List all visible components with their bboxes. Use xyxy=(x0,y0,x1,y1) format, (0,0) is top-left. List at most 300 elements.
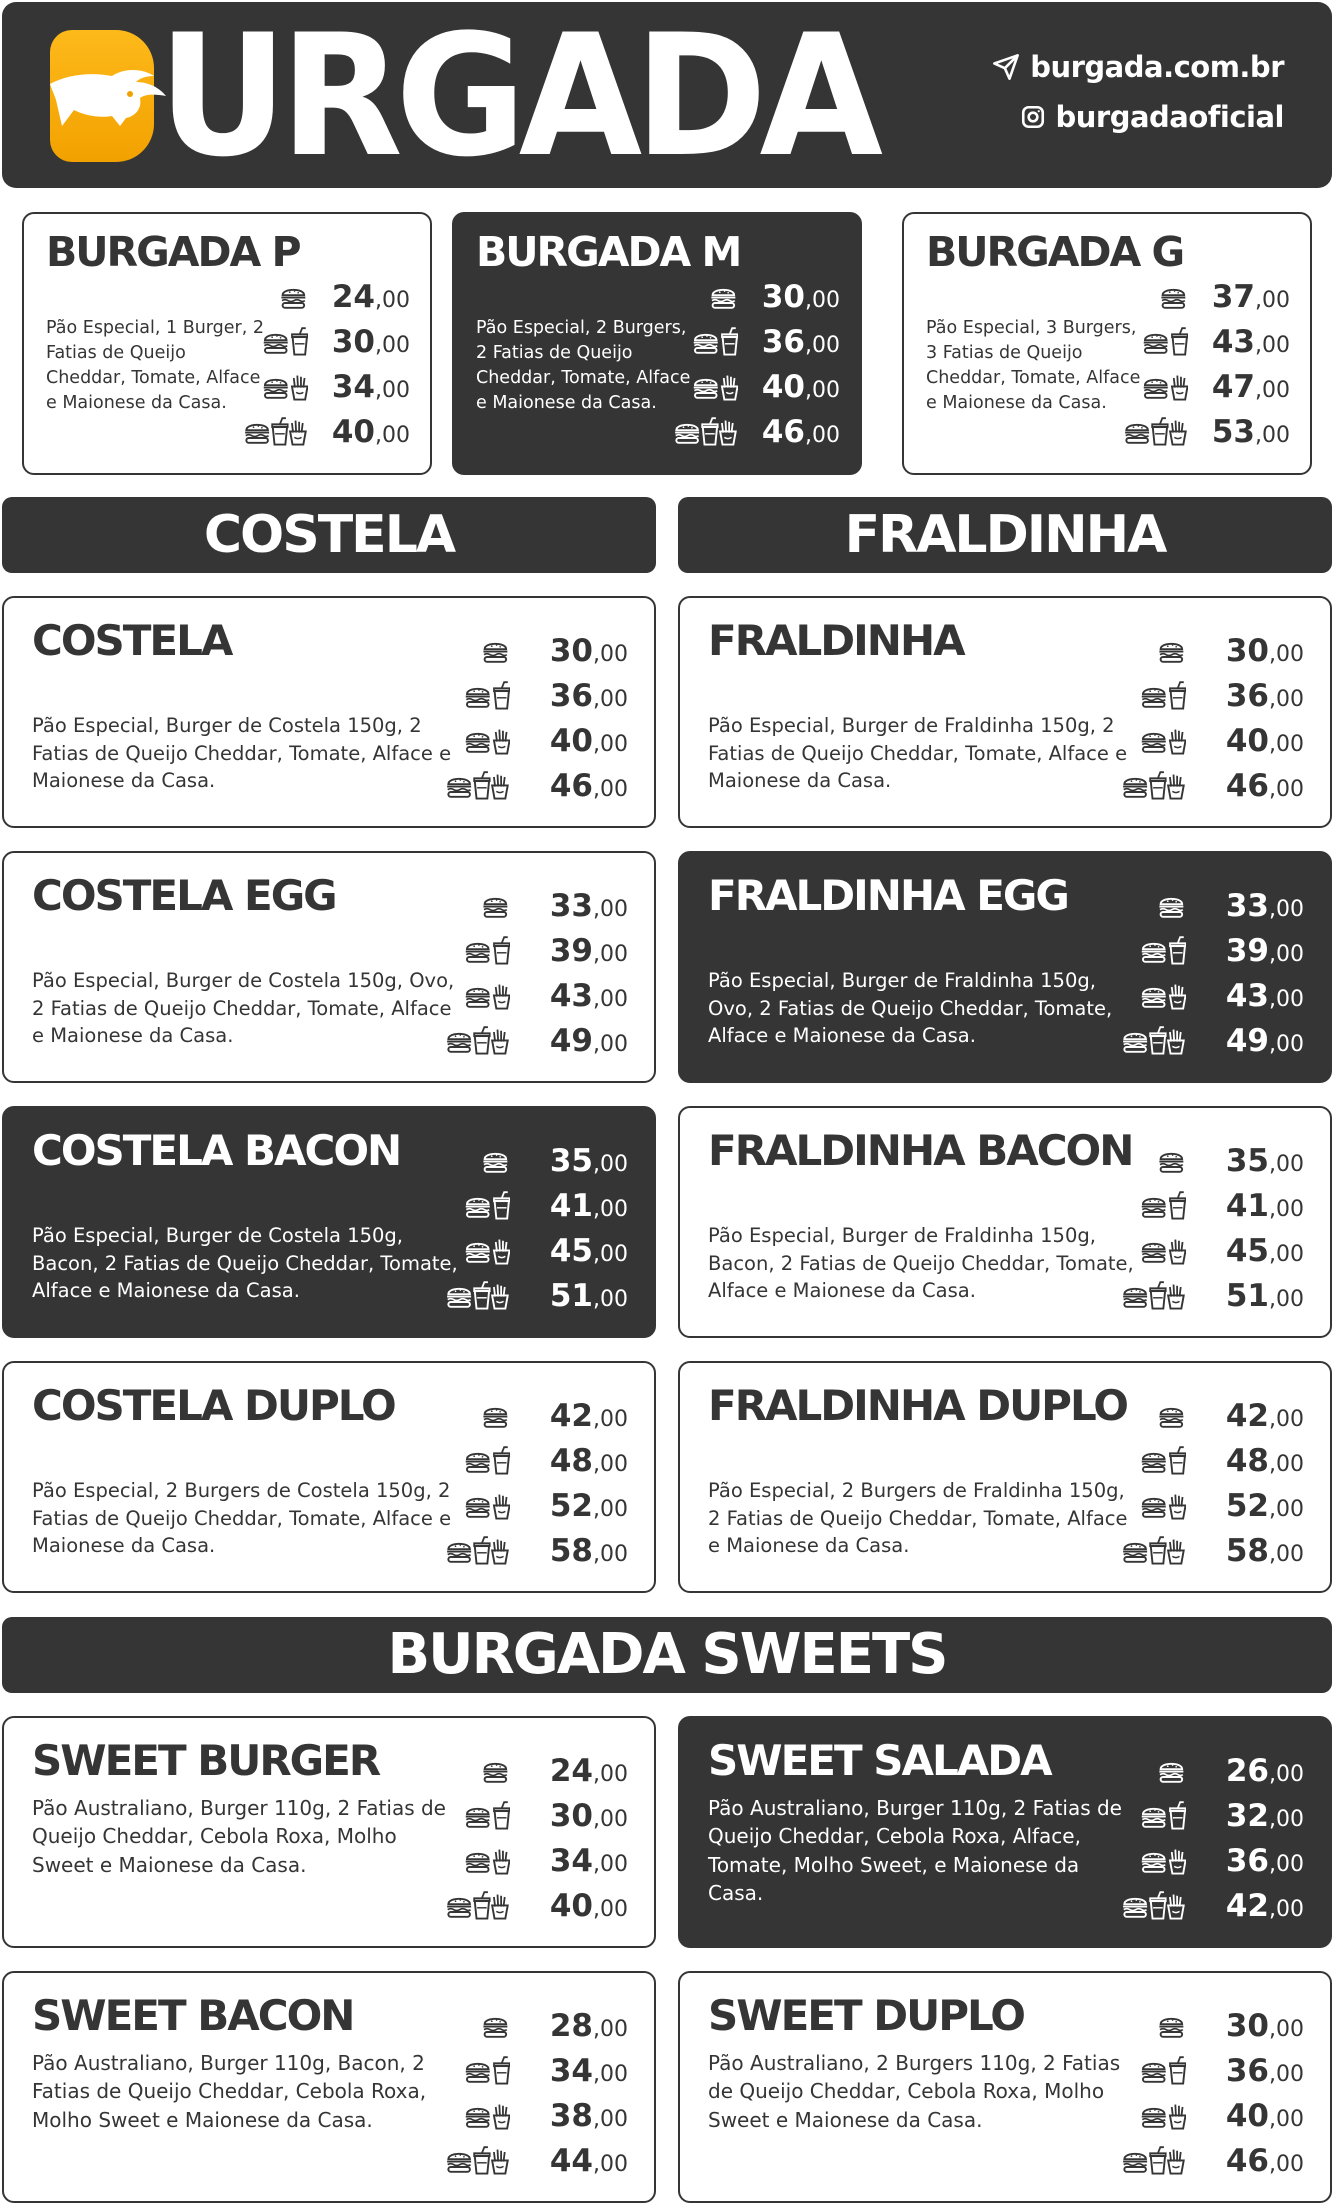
price-integer: 46 xyxy=(1225,767,1269,804)
item-title: FRALDINHA DUPLO xyxy=(708,1381,1127,1430)
price-row-single xyxy=(1118,2003,1304,2048)
price-integer: 36 xyxy=(549,677,593,714)
price-list xyxy=(1104,628,1304,808)
price-value xyxy=(1194,369,1290,405)
burger-fries-icon xyxy=(442,726,510,756)
burger-drink-fries-icon xyxy=(1118,1281,1186,1311)
price-list xyxy=(428,1138,628,1318)
price-integer: 33 xyxy=(1225,887,1269,924)
price-row-combo xyxy=(1118,1528,1304,1573)
price-cents: ,00 xyxy=(1269,1241,1304,1267)
price-integer: 30 xyxy=(331,323,375,360)
brand-name: URGADA xyxy=(158,0,876,194)
price-value xyxy=(1200,768,1304,804)
price-row-with_fries xyxy=(442,973,628,1018)
price-value xyxy=(1200,1533,1304,1569)
price-integer: 39 xyxy=(1225,932,1269,969)
price-value xyxy=(524,1188,628,1224)
price-cents: ,00 xyxy=(1269,1541,1304,1567)
menu-card-costela-egg xyxy=(2,851,656,1083)
price-cents: ,00 xyxy=(1269,1851,1304,1877)
price-list xyxy=(1104,1748,1304,1928)
price-list xyxy=(428,1393,628,1573)
burger-drink-fries-icon xyxy=(1118,771,1186,801)
price-integer: 38 xyxy=(549,2097,593,2134)
price-value xyxy=(1200,1188,1304,1224)
price-row-with_fries xyxy=(1118,1483,1304,1528)
price-cents: ,00 xyxy=(593,1241,628,1267)
price-row-combo xyxy=(442,1883,628,1928)
burger-drink-fries-icon xyxy=(442,1281,510,1311)
menu-card-fraldinha-egg xyxy=(678,851,1332,1083)
price-integer: 41 xyxy=(1225,1187,1269,1224)
burger-drink-icon xyxy=(670,327,738,357)
burger-icon xyxy=(442,1146,510,1176)
item-title: SWEET DUPLO xyxy=(708,1991,1024,2040)
price-integer: 36 xyxy=(1225,677,1269,714)
price-integer: 42 xyxy=(549,1397,593,1434)
item-title: SWEET SALADA xyxy=(708,1736,1051,1785)
item-title: FRALDINHA EGG xyxy=(708,871,1068,920)
price-value xyxy=(524,888,628,924)
price-integer: 39 xyxy=(549,932,593,969)
item-title: FRALDINHA BACON xyxy=(708,1126,1133,1175)
price-integer: 34 xyxy=(549,2052,593,2089)
price-cents: ,00 xyxy=(593,1851,628,1877)
price-value xyxy=(1200,678,1304,714)
instagram-icon xyxy=(1020,104,1046,130)
price-value xyxy=(1194,324,1290,360)
item-title: COSTELA EGG xyxy=(32,871,336,920)
price-integer: 24 xyxy=(331,278,375,315)
price-integer: 46 xyxy=(1225,2142,1269,2179)
instagram-link[interactable] xyxy=(1020,100,1284,134)
section-header-fraldinha: FRALDINHA xyxy=(678,497,1332,573)
price-integer: 33 xyxy=(549,887,593,924)
burger-icon xyxy=(1118,1401,1186,1431)
price-cents: ,00 xyxy=(1269,686,1304,712)
price-cents: ,00 xyxy=(593,686,628,712)
price-row-with_drink xyxy=(240,319,410,364)
price-value xyxy=(1200,2143,1304,2179)
price-cents: ,00 xyxy=(1269,1451,1304,1477)
price-integer: 34 xyxy=(549,1842,593,1879)
item-title: SWEET BACON xyxy=(32,1991,354,2040)
burger-icon xyxy=(670,282,738,312)
price-integer: 40 xyxy=(549,1887,593,1924)
price-cents: ,00 xyxy=(1269,1406,1304,1432)
price-integer: 51 xyxy=(549,1277,593,1314)
item-description: Pão Australiano, Burger 110g, 2 Fatias de Queijo Cheddar, Cebola Roxa, Alface, Tomate, Molho Sweet, e Maionese da Casa. xyxy=(708,1796,1122,1906)
menu-card-sweet-burger xyxy=(2,1716,656,1948)
price-list xyxy=(1104,2003,1304,2183)
price-value xyxy=(524,678,628,714)
burger-drink-fries-icon xyxy=(1120,417,1188,447)
price-cents: ,00 xyxy=(593,1896,628,1922)
item-title: COSTELA DUPLO xyxy=(32,1381,395,1430)
item-title: BURGADA M xyxy=(476,228,741,276)
price-list xyxy=(428,2003,628,2183)
price-value xyxy=(524,1843,628,1879)
price-value xyxy=(524,633,628,669)
price-cents: ,00 xyxy=(1269,641,1304,667)
menu-card-fraldinha-duplo xyxy=(678,1361,1332,1593)
price-value xyxy=(1200,1488,1304,1524)
menu-card-sweet-salada xyxy=(678,1716,1332,1948)
menu-card-costela-duplo xyxy=(2,1361,656,1593)
price-cents: ,00 xyxy=(1255,422,1290,448)
price-row-with_fries xyxy=(240,364,410,409)
price-value xyxy=(1200,1278,1304,1314)
menu-card-fraldinha-bacon xyxy=(678,1106,1332,1338)
price-integer: 35 xyxy=(1225,1142,1269,1179)
price-row-with_drink xyxy=(1118,1438,1304,1483)
price-row-combo xyxy=(1118,1273,1304,1318)
price-integer: 36 xyxy=(1225,1842,1269,1879)
price-row-single xyxy=(670,274,840,319)
price-integer: 40 xyxy=(1225,722,1269,759)
burger-fries-icon xyxy=(1118,726,1186,756)
price-integer: 30 xyxy=(761,278,805,315)
price-value xyxy=(1194,414,1290,450)
price-value xyxy=(524,1753,628,1789)
burger-drink-fries-icon xyxy=(1118,1891,1186,1921)
price-row-with_drink xyxy=(1118,1183,1304,1228)
price-value xyxy=(744,324,840,360)
item-description: Pão Especial, Burger de Fraldinha 150g, Ovo, 2 Fatias de Queijo Cheddar, Tomate, Alface e Maionese da Casa. xyxy=(708,969,1113,1048)
header xyxy=(2,0,1332,194)
price-value xyxy=(524,723,628,759)
price-list xyxy=(240,274,410,454)
price-value xyxy=(524,2008,628,2044)
menu-card-fraldinha xyxy=(678,596,1332,828)
burger-fries-icon xyxy=(442,981,510,1011)
price-cents: ,00 xyxy=(1269,1286,1304,1312)
price-row-combo xyxy=(442,2138,628,2183)
price-cents: ,00 xyxy=(593,1196,628,1222)
price-integer: 40 xyxy=(331,413,375,450)
burger-icon xyxy=(442,636,510,666)
price-integer: 26 xyxy=(1225,1752,1269,1789)
price-row-with_fries xyxy=(442,2093,628,2138)
price-integer: 30 xyxy=(549,632,593,669)
price-cents: ,00 xyxy=(1255,287,1290,313)
website-link[interactable] xyxy=(992,50,1284,84)
price-value xyxy=(1200,1843,1304,1879)
section-header-costela: COSTELA xyxy=(2,497,656,573)
burger-drink-fries-icon xyxy=(1118,1536,1186,1566)
burger-fries-icon xyxy=(442,1846,510,1876)
price-row-combo xyxy=(442,1273,628,1318)
price-integer: 40 xyxy=(549,722,593,759)
item-description: Pão Australiano, 2 Burgers 110g, 2 Fatias de Queijo Cheddar, Cebola Roxa, Molho Sweet e Maionese da Casa. xyxy=(708,2051,1121,2132)
price-cents: ,00 xyxy=(593,2061,628,2087)
item-title: SWEET BURGER xyxy=(32,1736,380,1785)
price-integer: 48 xyxy=(549,1442,593,1479)
price-row-with_drink xyxy=(442,2048,628,2093)
price-value xyxy=(1194,279,1290,315)
price-row-with_fries xyxy=(1118,2093,1304,2138)
price-value xyxy=(1200,888,1304,924)
burger-drink-icon xyxy=(240,327,308,357)
burger-icon xyxy=(442,2011,510,2041)
price-cents: ,00 xyxy=(805,287,840,313)
price-row-single xyxy=(442,628,628,673)
item-description: Pão Especial, 2 Burgers, 2 Fatias de Queijo Cheddar, Tomate, Alface e Maionese da Casa. xyxy=(476,318,691,413)
price-list xyxy=(1104,883,1304,1063)
burger-drink-fries-icon xyxy=(1118,1026,1186,1056)
price-row-single xyxy=(442,1393,628,1438)
item-description: Pão Especial, 2 Burgers de Costela 150g, 2 Fatias de Queijo Cheddar, Tomate, Alface e Maionese da Casa. xyxy=(32,1479,452,1558)
price-value xyxy=(314,324,410,360)
price-row-with_fries xyxy=(1118,1228,1304,1273)
price-value xyxy=(524,978,628,1014)
price-value xyxy=(524,2143,628,2179)
price-row-single xyxy=(442,2003,628,2048)
price-row-with_fries xyxy=(1118,718,1304,763)
price-integer: 45 xyxy=(549,1232,593,1269)
price-value xyxy=(1200,978,1304,1014)
price-cents: ,00 xyxy=(1255,332,1290,358)
burger-icon xyxy=(240,282,308,312)
logo-badge xyxy=(50,30,154,162)
price-cents: ,00 xyxy=(805,422,840,448)
price-cents: ,00 xyxy=(1269,1806,1304,1832)
price-value xyxy=(524,1278,628,1314)
price-value xyxy=(1200,633,1304,669)
price-value xyxy=(1200,2008,1304,2044)
menu-card-burgada-p xyxy=(22,212,432,475)
burger-fries-icon xyxy=(1118,1236,1186,1266)
price-cents: ,00 xyxy=(1269,1496,1304,1522)
bull-logo-icon xyxy=(50,70,168,132)
price-value xyxy=(1200,1753,1304,1789)
menu-card-burgada-g xyxy=(902,212,1312,475)
price-value xyxy=(524,2053,628,2089)
price-list xyxy=(670,274,840,454)
price-value xyxy=(524,2098,628,2134)
burger-drink-icon xyxy=(1118,681,1186,711)
burger-drink-fries-icon xyxy=(442,1536,510,1566)
price-value xyxy=(524,1488,628,1524)
price-row-with_fries xyxy=(1120,364,1290,409)
price-value xyxy=(1200,1888,1304,1924)
price-row-with_fries xyxy=(442,1228,628,1273)
burger-drink-icon xyxy=(442,1801,510,1831)
price-value xyxy=(314,369,410,405)
price-cents: ,00 xyxy=(1269,941,1304,967)
price-cents: ,00 xyxy=(1269,1196,1304,1222)
price-row-single xyxy=(1120,274,1290,319)
price-row-combo xyxy=(670,409,840,454)
price-row-with_drink xyxy=(1118,2048,1304,2093)
price-integer: 28 xyxy=(549,2007,593,2044)
price-cents: ,00 xyxy=(1269,2106,1304,2132)
burger-fries-icon xyxy=(670,372,738,402)
send-icon xyxy=(992,53,1020,81)
price-cents: ,00 xyxy=(1269,2151,1304,2177)
item-title: FRALDINHA xyxy=(708,616,964,665)
price-row-with_drink xyxy=(1118,1793,1304,1838)
price-cents: ,00 xyxy=(593,896,628,922)
price-row-single xyxy=(442,1138,628,1183)
price-row-with_drink xyxy=(442,1438,628,1483)
burger-drink-icon xyxy=(1118,1446,1186,1476)
price-integer: 52 xyxy=(549,1487,593,1524)
price-cents: ,00 xyxy=(593,986,628,1012)
price-cents: ,00 xyxy=(593,776,628,802)
burger-drink-fries-icon xyxy=(240,417,308,447)
burger-icon xyxy=(1120,282,1188,312)
price-value xyxy=(524,1798,628,1834)
burger-fries-icon xyxy=(1118,1846,1186,1876)
price-row-with_fries xyxy=(1118,973,1304,1018)
burger-fries-icon xyxy=(1118,981,1186,1011)
burger-drink-icon xyxy=(442,936,510,966)
price-value xyxy=(1200,2098,1304,2134)
price-value xyxy=(1200,1023,1304,1059)
price-cents: ,00 xyxy=(593,941,628,967)
price-value xyxy=(744,279,840,315)
burger-fries-icon xyxy=(442,1236,510,1266)
price-row-with_drink xyxy=(442,1183,628,1228)
price-cents: ,00 xyxy=(1269,896,1304,922)
price-value xyxy=(524,1023,628,1059)
price-integer: 35 xyxy=(549,1142,593,1179)
price-cents: ,00 xyxy=(593,1286,628,1312)
menu-card-burgada-m xyxy=(452,212,862,475)
price-integer: 42 xyxy=(1225,1887,1269,1924)
burger-drink-fries-icon xyxy=(442,771,510,801)
price-value xyxy=(1200,1798,1304,1834)
price-row-with_drink xyxy=(1118,673,1304,718)
price-row-single xyxy=(1118,1138,1304,1183)
price-value xyxy=(524,1443,628,1479)
price-integer: 43 xyxy=(1211,323,1255,360)
price-integer: 47 xyxy=(1211,368,1255,405)
price-cents: ,00 xyxy=(1269,986,1304,1012)
price-value xyxy=(1200,2053,1304,2089)
burger-drink-icon xyxy=(442,1191,510,1221)
burger-drink-icon xyxy=(442,681,510,711)
price-cents: ,00 xyxy=(1269,1761,1304,1787)
price-row-with_fries xyxy=(442,718,628,763)
price-cents: ,00 xyxy=(375,287,410,313)
price-integer: 48 xyxy=(1225,1442,1269,1479)
price-cents: ,00 xyxy=(375,332,410,358)
website-text: burgada.com.br xyxy=(1030,50,1284,84)
price-value xyxy=(1200,1233,1304,1269)
price-cents: ,00 xyxy=(593,1451,628,1477)
price-integer: 49 xyxy=(1225,1022,1269,1059)
price-row-with_drink xyxy=(442,673,628,718)
price-row-combo xyxy=(1118,2138,1304,2183)
price-value xyxy=(744,414,840,450)
price-row-combo xyxy=(442,1018,628,1063)
instagram-text: burgadaoficial xyxy=(1055,100,1284,134)
burger-fries-icon xyxy=(1118,1491,1186,1521)
price-row-single xyxy=(442,1748,628,1793)
price-row-combo xyxy=(1118,763,1304,808)
price-value xyxy=(524,1533,628,1569)
price-integer: 58 xyxy=(1225,1532,1269,1569)
price-row-single xyxy=(240,274,410,319)
burger-drink-fries-icon xyxy=(442,1891,510,1921)
menu-card-costela-bacon xyxy=(2,1106,656,1338)
price-integer: 46 xyxy=(761,413,805,450)
price-value xyxy=(524,1233,628,1269)
price-cents: ,00 xyxy=(593,2016,628,2042)
price-row-single xyxy=(442,883,628,928)
burger-icon xyxy=(442,1756,510,1786)
price-cents: ,00 xyxy=(593,2151,628,2177)
burger-drink-fries-icon xyxy=(442,1026,510,1056)
price-integer: 30 xyxy=(1225,632,1269,669)
price-cents: ,00 xyxy=(593,1406,628,1432)
burger-drink-fries-icon xyxy=(442,2146,510,2176)
price-value xyxy=(1200,1398,1304,1434)
burger-drink-fries-icon xyxy=(1118,2146,1186,2176)
burger-icon xyxy=(1118,891,1186,921)
burger-fries-icon xyxy=(442,1491,510,1521)
section-header-sweets: BURGADA SWEETS xyxy=(2,1617,1332,1693)
item-title: COSTELA xyxy=(32,616,232,665)
price-cents: ,00 xyxy=(375,377,410,403)
burger-icon xyxy=(1118,2011,1186,2041)
price-cents: ,00 xyxy=(1269,776,1304,802)
menu-card-sweet-bacon xyxy=(2,1971,656,2203)
price-row-combo xyxy=(1118,1018,1304,1063)
price-value xyxy=(524,768,628,804)
price-cents: ,00 xyxy=(593,1806,628,1832)
price-list xyxy=(1120,274,1290,454)
price-integer: 43 xyxy=(1225,977,1269,1014)
price-value xyxy=(524,933,628,969)
price-cents: ,00 xyxy=(1269,731,1304,757)
item-description: Pão Especial, Burger de Costela 150g, Ovo, 2 Fatias de Queijo Cheddar, Tomate, Alface e Maionese da Casa. xyxy=(32,969,455,1048)
burger-drink-icon xyxy=(1118,2056,1186,2086)
price-value xyxy=(524,1143,628,1179)
price-list xyxy=(428,883,628,1063)
item-title: COSTELA BACON xyxy=(32,1126,401,1175)
price-integer: 46 xyxy=(549,767,593,804)
price-integer: 43 xyxy=(549,977,593,1014)
burger-fries-icon xyxy=(1118,2101,1186,2131)
burger-drink-icon xyxy=(442,2056,510,2086)
menu-card-sweet-duplo xyxy=(678,1971,1332,2203)
price-cents: ,00 xyxy=(1269,1896,1304,1922)
burger-drink-icon xyxy=(1118,1801,1186,1831)
price-integer: 51 xyxy=(1225,1277,1269,1314)
price-cents: ,00 xyxy=(1269,1151,1304,1177)
price-value xyxy=(1200,723,1304,759)
burger-icon xyxy=(442,891,510,921)
price-row-combo xyxy=(442,1528,628,1573)
price-integer: 34 xyxy=(331,368,375,405)
price-value xyxy=(1200,933,1304,969)
price-cents: ,00 xyxy=(1255,377,1290,403)
burger-icon xyxy=(442,1401,510,1431)
price-integer: 40 xyxy=(761,368,805,405)
burger-fries-icon xyxy=(442,2101,510,2131)
price-row-with_drink xyxy=(442,1793,628,1838)
burger-drink-icon xyxy=(442,1446,510,1476)
price-list xyxy=(1104,1138,1304,1318)
price-value xyxy=(1200,1143,1304,1179)
price-row-with_drink xyxy=(442,928,628,973)
price-row-single xyxy=(1118,1748,1304,1793)
price-row-single xyxy=(1118,883,1304,928)
